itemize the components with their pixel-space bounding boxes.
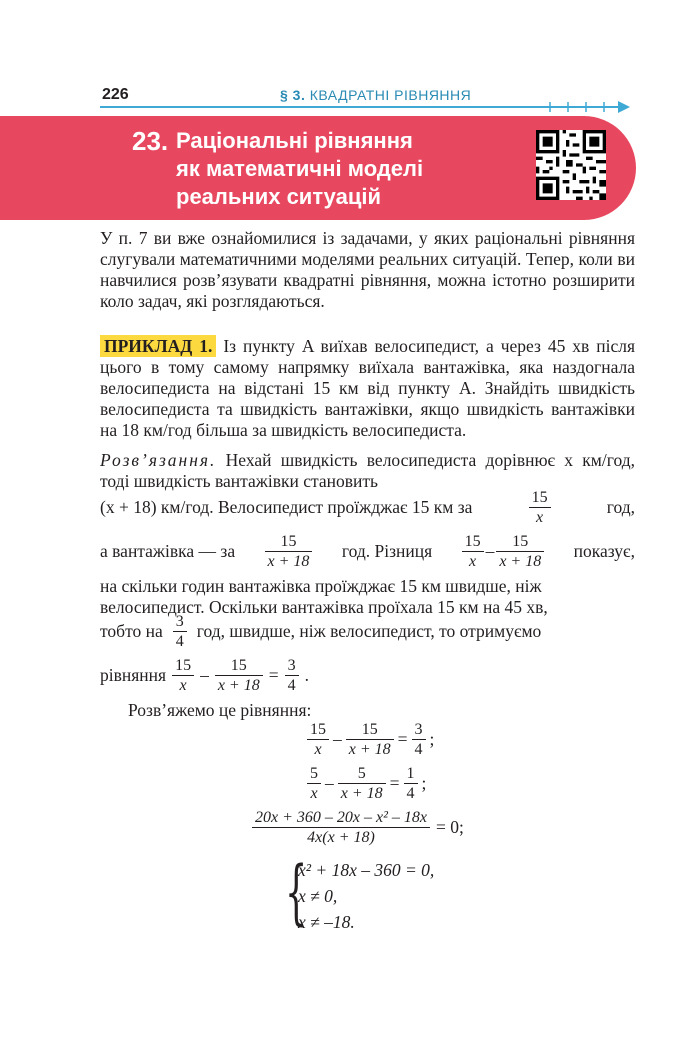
fraction-numerator: 15 xyxy=(496,532,544,552)
fraction-denominator: x + 18 xyxy=(267,553,310,570)
fraction-denominator: x xyxy=(536,509,544,526)
fraction-denominator: x xyxy=(310,785,318,802)
fraction-denominator: x + 18 xyxy=(348,741,391,758)
solution-line-3 xyxy=(100,532,635,571)
fraction-numerator: 5 xyxy=(338,764,386,784)
fraction-numerator: 20x + 360 – 20x – x² – 18x xyxy=(252,808,430,828)
system-brace: { xyxy=(285,851,308,933)
solution-line-2 xyxy=(100,488,635,527)
minus-sign: – xyxy=(325,773,334,793)
example-label: ПРИКЛАД 1. xyxy=(100,335,216,357)
section-number: 23. xyxy=(132,126,169,156)
fraction-denominator: x + 18 xyxy=(217,677,260,694)
fraction-3-4 xyxy=(412,720,426,759)
title-line-3: реальних ситуацій xyxy=(176,184,381,209)
equation-3 xyxy=(250,808,464,847)
minus-sign: – xyxy=(485,541,495,561)
solution-text-7a: рівняння xyxy=(100,665,167,685)
fraction-numerator: 3 xyxy=(412,720,426,740)
title-line-1: Раціональні рівняння xyxy=(176,128,413,153)
arrow-right-icon xyxy=(618,101,630,113)
solution-line-8: Розв’яжемо це рівняння: xyxy=(128,700,312,720)
fraction-denominator: 4x(x + 18) xyxy=(307,829,375,846)
solution-text-2b: год, xyxy=(606,497,635,517)
fraction-3-4 xyxy=(285,656,299,695)
fraction-denominator: x xyxy=(314,741,322,758)
intro-paragraph: У п. 7 ви вже ознайомилися із задачами, у яких раціональні рівняння слугували математичними моделями реальних ситуацій. Тепер, коли ви навчилися розв’язувати квадратні рівняння, можна істотно розширити коло задач, які розглядаються. xyxy=(100,228,635,311)
fraction-numerator: 15 xyxy=(346,720,394,740)
solution-intro xyxy=(100,450,635,492)
system-line-1: x² + 18x – 360 = 0, xyxy=(298,860,435,880)
fraction-numerator: 15 xyxy=(265,532,313,552)
fraction-numerator: 15 xyxy=(172,656,194,676)
equation-1: $\frac{15}{x}$ – $\frac{15}{x + 18}$ = $\frac{3}{4}$ ; xyxy=(305,720,434,759)
equation-2: $\frac{5}{x}$ – $\frac{5}{x + 18}$ = $\frac{1}{4}$ ; xyxy=(305,764,426,803)
section-symbol: § 3. xyxy=(280,87,306,103)
fraction-numerator: 1 xyxy=(404,764,418,784)
fraction-numerator: 3 xyxy=(285,656,299,676)
fraction-denominator: x + 18 xyxy=(340,785,383,802)
fraction-denominator: x + 18 xyxy=(499,553,542,570)
solution-text-6a: тобто на xyxy=(100,621,163,641)
fraction-numerator: 15 xyxy=(307,720,329,740)
fraction-3-4 xyxy=(173,612,187,651)
difference-expression xyxy=(460,532,547,571)
fraction-numerator: 15 xyxy=(215,656,263,676)
fraction-15-x xyxy=(172,656,194,695)
solution-text-2a: (x + 18) км/год. Велосипедист проїжджає 15 км за xyxy=(100,497,473,517)
fraction-5-x18 xyxy=(338,764,386,803)
fraction-denominator: x xyxy=(469,553,477,570)
fraction-denominator: 4 xyxy=(414,741,423,758)
solution-line-7: рівняння $\frac{15}{x}$ – $\frac{15}{x + 18}$ = $\frac{3}{4}$ . xyxy=(100,657,309,694)
equals-zero: = 0; xyxy=(436,817,464,837)
fraction-numerator: 15 xyxy=(529,488,551,508)
fraction-numerator: 15 xyxy=(462,532,484,552)
solution-line-4: на скільки годин вантажівка проїжджає 15 км швидше, ніж xyxy=(100,576,542,596)
section-title: КВАДРАТНІ РІВНЯННЯ xyxy=(309,87,472,103)
system-line-2: x ≠ 0, xyxy=(298,886,338,906)
equals-sign: = xyxy=(397,729,408,749)
fraction-15-x xyxy=(307,720,329,759)
fraction-denominator: 4 xyxy=(406,785,415,802)
solution-label: Розв’язання. xyxy=(100,450,217,470)
equals-sign: = xyxy=(268,665,279,685)
fraction-1-4 xyxy=(404,764,418,803)
header-ticks xyxy=(540,100,620,114)
section-header xyxy=(280,87,471,103)
fraction-denominator: 4 xyxy=(287,677,296,694)
solution-line-6 xyxy=(100,612,635,651)
solution-line-1: Нехай швидкість велосипедиста дорівнює x км/год, тоді швидкість вантажівки становить xyxy=(100,450,635,491)
example-text: Із пункту A виїхав велосипедист, а через 45 хв після цього в тому самому напрямку виїхала вантажівка, яка наздогнала велосипедиста на відстані 15 км від пункту A. Знайдіть швидкість велосипедиста та швидкість вантажівки, якщо швидкість вантажівки на 18 км/год більша за швидкість велосипедиста. xyxy=(100,336,636,440)
fraction-numerator: 5 xyxy=(307,764,321,784)
solution-line-5: велосипедист. Оскільки вантажівка проїхала 15 км на 45 хв, xyxy=(100,597,548,617)
system-line-3: x ≠ –18. xyxy=(298,912,355,932)
solution-text-3b: год. Різниця xyxy=(341,541,433,561)
example-paragraph xyxy=(100,336,635,441)
fraction-15-x18 xyxy=(346,720,394,759)
fraction-15-x18 xyxy=(215,656,263,695)
fraction-15-x18 xyxy=(496,532,544,571)
fraction-numerator: 3 xyxy=(173,612,187,632)
solution-text-3c: показує, xyxy=(573,541,635,561)
minus-sign: – xyxy=(200,665,209,685)
fraction-15-x xyxy=(529,488,551,527)
fraction-denominator: x xyxy=(179,677,187,694)
fraction-5-x xyxy=(307,764,321,803)
fraction-denominator: 4 xyxy=(175,633,184,650)
fraction-big xyxy=(252,808,430,847)
solution-text-6b: год, швидше, ніж велосипедист, то отримуємо xyxy=(196,621,542,641)
equals-sign: = xyxy=(389,773,400,793)
title-line-2: як математичні моделі xyxy=(176,156,424,181)
minus-sign: – xyxy=(333,729,342,749)
fraction-15-x18 xyxy=(265,532,313,571)
fraction-15-x xyxy=(462,532,484,571)
page-number: 226 xyxy=(102,86,129,103)
qr-code-icon[interactable] xyxy=(536,130,606,200)
solution-text-3a: а вантажівка — за xyxy=(100,541,236,561)
